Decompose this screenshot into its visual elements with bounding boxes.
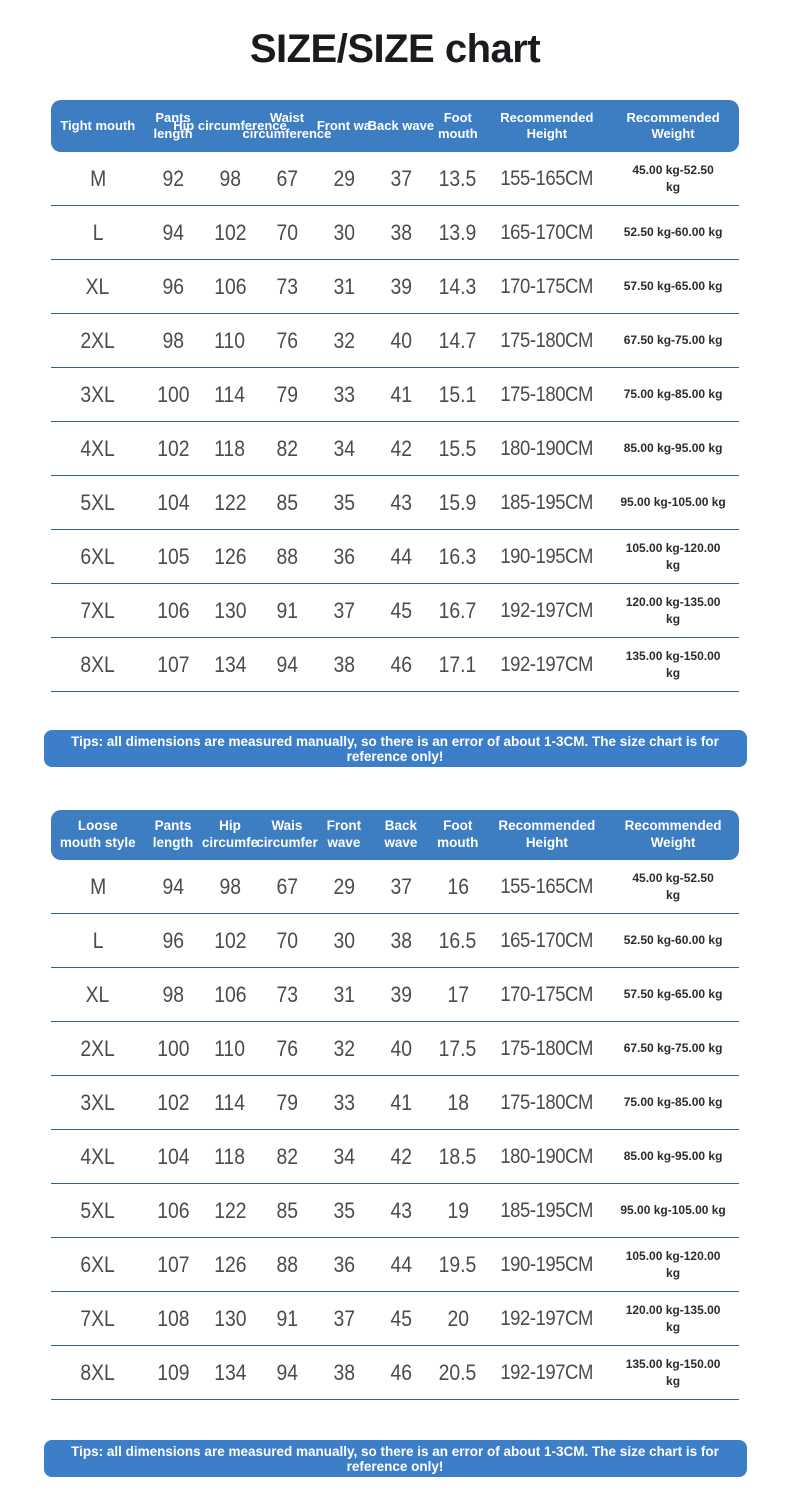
cell-pants_length: 102 — [156, 435, 190, 461]
cell-hip_circumference: 134 — [213, 651, 247, 677]
cell-waist_circumference: 76 — [276, 1035, 298, 1061]
table-row-2XL — [51, 314, 739, 368]
cell-back_wave: 37 — [390, 165, 412, 191]
cell-front_wave: 38 — [333, 651, 355, 677]
cell-size: 5XL — [80, 489, 116, 515]
cell-front_wave: 32 — [333, 327, 355, 353]
cell-recommended_weight: 135.00 kg-150.00 kg — [625, 649, 721, 680]
cell-recommended_height: 192-197CM — [500, 1360, 594, 1384]
cell-recommended_weight: 120.00 kg-135.00 kg — [625, 595, 721, 626]
cell-front_wave: 38 — [333, 1359, 355, 1385]
cell-hip_circumference: 110 — [214, 1035, 246, 1061]
cell-back_wave: 46 — [390, 651, 412, 677]
table-row-8XL — [51, 1346, 739, 1400]
cell-pants_length: 94 — [162, 219, 184, 245]
cell-hip_circumference: 118 — [214, 435, 246, 461]
cell-back_wave: 44 — [390, 543, 412, 569]
cell-hip_circumference: 134 — [213, 1359, 247, 1385]
cell-waist_circumference: 79 — [276, 1089, 298, 1115]
cell-recommended_weight: 52.50 kg-60.00 kg — [623, 225, 723, 240]
cell-recommended_weight: 105.00 kg-120.00 kg — [625, 541, 721, 572]
cell-foot_mouth: 18 — [447, 1089, 469, 1115]
cell-foot_mouth: 16.7 — [438, 597, 477, 623]
cell-recommended_weight: 67.50 kg-75.00 kg — [623, 333, 723, 348]
cell-hip_circumference: 130 — [213, 1305, 247, 1331]
cell-size: 7XL — [80, 597, 116, 623]
cell-pants_length: 104 — [156, 489, 190, 515]
cell-back_wave: 39 — [390, 981, 412, 1007]
cell-back_wave: 41 — [390, 381, 412, 407]
cell-back_wave: 42 — [390, 435, 412, 461]
table-row-L — [51, 914, 739, 968]
cell-recommended_height: 180-190CM — [500, 1144, 594, 1168]
cell-waist_circumference: 70 — [276, 927, 298, 953]
cell-recommended_height: 192-197CM — [500, 652, 594, 676]
cell-front_wave: 30 — [333, 219, 355, 245]
cell-waist_circumference: 73 — [276, 273, 298, 299]
column-header-size: Loose mouth style — [59, 818, 136, 850]
cell-waist_circumference: 82 — [276, 435, 298, 461]
cell-recommended_height: 192-197CM — [500, 1306, 594, 1330]
tight-mouth-table-header — [51, 100, 739, 152]
cell-recommended_height: 190-195CM — [500, 544, 594, 568]
cell-front_wave: 33 — [333, 381, 355, 407]
cell-pants_length: 106 — [156, 597, 190, 623]
cell-front_wave: 36 — [333, 1251, 355, 1277]
cell-size: 2XL — [80, 327, 116, 353]
cell-foot_mouth: 14.7 — [438, 327, 477, 353]
cell-waist_circumference: 91 — [276, 1305, 298, 1331]
cell-foot_mouth: 13.5 — [438, 165, 477, 191]
cell-hip_circumference: 114 — [214, 381, 246, 407]
cell-hip_circumference: 98 — [219, 873, 241, 899]
cell-recommended_weight: 67.50 kg-75.00 kg — [623, 1041, 723, 1056]
cell-waist_circumference: 70 — [276, 219, 298, 245]
cell-recommended_height: 155-165CM — [500, 166, 594, 190]
cell-recommended_height: 165-170CM — [500, 928, 594, 952]
cell-recommended_weight: 57.50 kg-65.00 kg — [623, 987, 723, 1002]
cell-recommended_weight: 105.00 kg-120.00 kg — [625, 1249, 721, 1280]
column-header-recommended_weight: Recommended Weight — [624, 818, 722, 850]
cell-recommended_weight: 52.50 kg-60.00 kg — [623, 933, 723, 948]
cell-back_wave: 46 — [390, 1359, 412, 1385]
cell-back_wave: 40 — [390, 1035, 412, 1061]
cell-hip_circumference: 98 — [219, 165, 241, 191]
cell-front_wave: 36 — [333, 543, 355, 569]
cell-size: 5XL — [80, 1197, 116, 1223]
cell-size: M — [89, 873, 106, 899]
cell-pants_length: 100 — [156, 381, 190, 407]
cell-recommended_height: 185-195CM — [500, 490, 594, 514]
page-title: SIZE/SIZE chart — [249, 27, 541, 71]
table-row-7XL — [51, 1292, 739, 1346]
cell-size: L — [92, 219, 104, 245]
cell-hip_circumference: 122 — [213, 489, 247, 515]
cell-waist_circumference: 67 — [276, 873, 298, 899]
column-header-pants_length: Pants length — [152, 818, 194, 850]
cell-size: L — [92, 927, 104, 953]
column-header-recommended_weight: Recommended Weight — [626, 109, 720, 141]
cell-size: 4XL — [80, 435, 116, 461]
cell-front_wave: 29 — [333, 873, 355, 899]
cell-pants_length: 105 — [156, 543, 190, 569]
cell-front_wave: 35 — [333, 1197, 355, 1223]
cell-waist_circumference: 94 — [276, 651, 298, 677]
cell-waist_circumference: 88 — [276, 543, 298, 569]
cell-front_wave: 31 — [333, 981, 355, 1007]
column-header-foot_mouth: Foot mouth — [437, 109, 478, 141]
cell-back_wave: 42 — [390, 1143, 412, 1169]
cell-waist_circumference: 94 — [276, 1359, 298, 1385]
cell-pants_length: 109 — [156, 1359, 190, 1385]
cell-waist_circumference: 67 — [276, 165, 298, 191]
cell-hip_circumference: 106 — [213, 981, 247, 1007]
cell-waist_circumference: 85 — [276, 1197, 298, 1223]
tips-banner: Tips: all dimensions are measured manually, so there is an error of about 1-3CM. The size chart is for reference only! — [44, 730, 747, 767]
cell-front_wave: 32 — [333, 1035, 355, 1061]
cell-pants_length: 94 — [162, 873, 184, 899]
column-header-hip_circumference: Hip circumference — [173, 117, 287, 133]
cell-foot_mouth: 17.1 — [438, 651, 477, 677]
cell-hip_circumference: 130 — [213, 597, 247, 623]
cell-front_wave: 34 — [333, 1143, 355, 1169]
cell-pants_length: 96 — [162, 273, 184, 299]
cell-recommended_weight: 57.50 kg-65.00 kg — [623, 279, 723, 294]
table-row-5XL — [51, 476, 739, 530]
table-row-5XL — [51, 1184, 739, 1238]
table-row-3XL — [51, 368, 739, 422]
cell-recommended_height: 185-195CM — [500, 1198, 594, 1222]
cell-size: 3XL — [80, 1089, 116, 1115]
table-row-6XL — [51, 530, 739, 584]
cell-recommended_height: 192-197CM — [500, 598, 594, 622]
cell-foot_mouth: 17 — [447, 981, 469, 1007]
cell-front_wave: 37 — [333, 1305, 355, 1331]
column-header-recommended_height: Recommended Height — [498, 818, 596, 850]
cell-recommended_height: 180-190CM — [500, 436, 594, 460]
cell-foot_mouth: 19.5 — [438, 1251, 477, 1277]
cell-pants_length: 98 — [162, 327, 184, 353]
cell-foot_mouth: 14.3 — [438, 273, 477, 299]
cell-foot_mouth: 16.3 — [438, 543, 477, 569]
cell-recommended_weight: 45.00 kg-52.50 kg — [632, 163, 714, 194]
cell-front_wave: 34 — [333, 435, 355, 461]
cell-size: XL — [85, 981, 110, 1007]
cell-hip_circumference: 110 — [214, 327, 246, 353]
tight-mouth-table-body — [51, 152, 739, 692]
cell-back_wave: 41 — [390, 1089, 412, 1115]
cell-waist_circumference: 91 — [276, 597, 298, 623]
table-row-XL — [51, 260, 739, 314]
table-row-L — [51, 206, 739, 260]
cell-foot_mouth: 16 — [447, 873, 469, 899]
cell-back_wave: 43 — [390, 1197, 412, 1223]
cell-waist_circumference: 76 — [276, 327, 298, 353]
cell-back_wave: 38 — [390, 927, 412, 953]
loose-mouth-size-table — [51, 810, 739, 1400]
table-row-M — [51, 152, 739, 206]
cell-foot_mouth: 20.5 — [438, 1359, 477, 1385]
column-header-front_wave: Front wa — [316, 117, 371, 133]
cell-recommended_height: 165-170CM — [500, 220, 594, 244]
cell-pants_length: 96 — [162, 927, 184, 953]
cell-recommended_height: 175-180CM — [500, 382, 594, 406]
cell-foot_mouth: 17.5 — [438, 1035, 477, 1061]
cell-waist_circumference: 82 — [276, 1143, 298, 1169]
loose-mouth-table-body — [51, 860, 739, 1400]
cell-size: 4XL — [80, 1143, 116, 1169]
tips-banner: Tips: all dimensions are measured manually, so there is an error of about 1-3CM. The size chart is for reference only! — [44, 1440, 747, 1477]
cell-recommended_weight: 135.00 kg-150.00 kg — [625, 1357, 721, 1388]
table-row-XL — [51, 968, 739, 1022]
cell-recommended_weight: 75.00 kg-85.00 kg — [623, 387, 723, 402]
cell-hip_circumference: 126 — [213, 1251, 247, 1277]
table-row-3XL — [51, 1076, 739, 1130]
column-header-hip_circumference: Hip circumfe — [201, 818, 259, 850]
table-row-2XL — [51, 1022, 739, 1076]
tight-mouth-size-table — [51, 100, 739, 692]
cell-pants_length: 107 — [156, 651, 190, 677]
column-header-waist_circumference: Wais circumfer — [256, 818, 318, 850]
cell-back_wave: 39 — [390, 273, 412, 299]
cell-front_wave: 37 — [333, 597, 355, 623]
cell-size: XL — [85, 273, 110, 299]
cell-recommended_height: 175-180CM — [500, 328, 594, 352]
cell-foot_mouth: 18.5 — [438, 1143, 477, 1169]
cell-back_wave: 45 — [390, 1305, 412, 1331]
table-row-6XL — [51, 1238, 739, 1292]
cell-front_wave: 29 — [333, 165, 355, 191]
table-row-7XL — [51, 584, 739, 638]
cell-recommended_weight: 95.00 kg-105.00 kg — [620, 495, 726, 510]
cell-foot_mouth: 15.9 — [438, 489, 477, 515]
cell-foot_mouth: 15.5 — [438, 435, 477, 461]
table-row-8XL — [51, 638, 739, 692]
cell-recommended_height: 155-165CM — [500, 874, 594, 898]
cell-waist_circumference: 88 — [276, 1251, 298, 1277]
cell-foot_mouth: 15.1 — [438, 381, 477, 407]
table-row-4XL — [51, 1130, 739, 1184]
column-header-recommended_height: Recommended Height — [500, 109, 594, 141]
cell-recommended_weight: 45.00 kg-52.50 kg — [632, 871, 714, 902]
loose-mouth-table-header — [51, 810, 739, 860]
column-header-front_wave: Front wave — [326, 818, 362, 850]
cell-pants_length: 100 — [156, 1035, 190, 1061]
cell-waist_circumference: 73 — [276, 981, 298, 1007]
cell-hip_circumference: 102 — [213, 219, 247, 245]
cell-foot_mouth: 19 — [447, 1197, 469, 1223]
cell-size: 8XL — [80, 651, 116, 677]
cell-hip_circumference: 106 — [213, 273, 247, 299]
cell-recommended_weight: 120.00 kg-135.00 kg — [625, 1303, 721, 1334]
cell-recommended_height: 170-175CM — [500, 274, 594, 298]
cell-recommended_weight: 85.00 kg-95.00 kg — [623, 441, 723, 456]
column-header-pants_length: Pants length — [153, 109, 193, 141]
cell-back_wave: 45 — [390, 597, 412, 623]
cell-front_wave: 33 — [333, 1089, 355, 1115]
cell-front_wave: 35 — [333, 489, 355, 515]
column-header-back_wave: Back wave — [367, 117, 435, 133]
cell-size: 6XL — [80, 1251, 116, 1277]
cell-recommended_height: 175-180CM — [500, 1090, 594, 1114]
cell-recommended_weight: 95.00 kg-105.00 kg — [620, 1203, 726, 1218]
column-header-waist_circumference: Waist circumference — [242, 109, 332, 141]
cell-waist_circumference: 79 — [276, 381, 298, 407]
cell-recommended_height: 170-175CM — [500, 982, 594, 1006]
table-row-M — [51, 860, 739, 914]
cell-foot_mouth: 20 — [447, 1305, 469, 1331]
column-header-foot_mouth: Foot mouth — [437, 818, 479, 850]
cell-size: 8XL — [80, 1359, 116, 1385]
cell-hip_circumference: 126 — [213, 543, 247, 569]
cell-hip_circumference: 118 — [214, 1143, 246, 1169]
cell-pants_length: 98 — [162, 981, 184, 1007]
cell-size: 6XL — [80, 543, 116, 569]
cell-front_wave: 31 — [333, 273, 355, 299]
table-row-4XL — [51, 422, 739, 476]
cell-back_wave: 44 — [390, 1251, 412, 1277]
cell-recommended_height: 190-195CM — [500, 1252, 594, 1276]
column-header-size: Tight mouth — [60, 117, 136, 133]
cell-back_wave: 40 — [390, 327, 412, 353]
cell-hip_circumference: 102 — [213, 927, 247, 953]
cell-recommended_weight: 85.00 kg-95.00 kg — [623, 1149, 723, 1164]
cell-back_wave: 43 — [390, 489, 412, 515]
cell-size: 7XL — [80, 1305, 116, 1331]
cell-size: M — [89, 165, 106, 191]
cell-hip_circumference: 122 — [213, 1197, 247, 1223]
cell-recommended_weight: 75.00 kg-85.00 kg — [623, 1095, 723, 1110]
cell-pants_length: 104 — [156, 1143, 190, 1169]
cell-foot_mouth: 16.5 — [438, 927, 477, 953]
cell-pants_length: 92 — [162, 165, 184, 191]
cell-recommended_height: 175-180CM — [500, 1036, 594, 1060]
cell-size: 2XL — [80, 1035, 116, 1061]
cell-size: 3XL — [80, 381, 116, 407]
cell-pants_length: 102 — [156, 1089, 190, 1115]
cell-pants_length: 106 — [156, 1197, 190, 1223]
cell-front_wave: 30 — [333, 927, 355, 953]
cell-pants_length: 108 — [156, 1305, 190, 1331]
cell-foot_mouth: 13.9 — [438, 219, 477, 245]
column-header-back_wave: Back wave — [384, 818, 418, 850]
cell-waist_circumference: 85 — [276, 489, 298, 515]
cell-hip_circumference: 114 — [214, 1089, 246, 1115]
cell-pants_length: 107 — [156, 1251, 190, 1277]
cell-back_wave: 37 — [390, 873, 412, 899]
cell-back_wave: 38 — [390, 219, 412, 245]
